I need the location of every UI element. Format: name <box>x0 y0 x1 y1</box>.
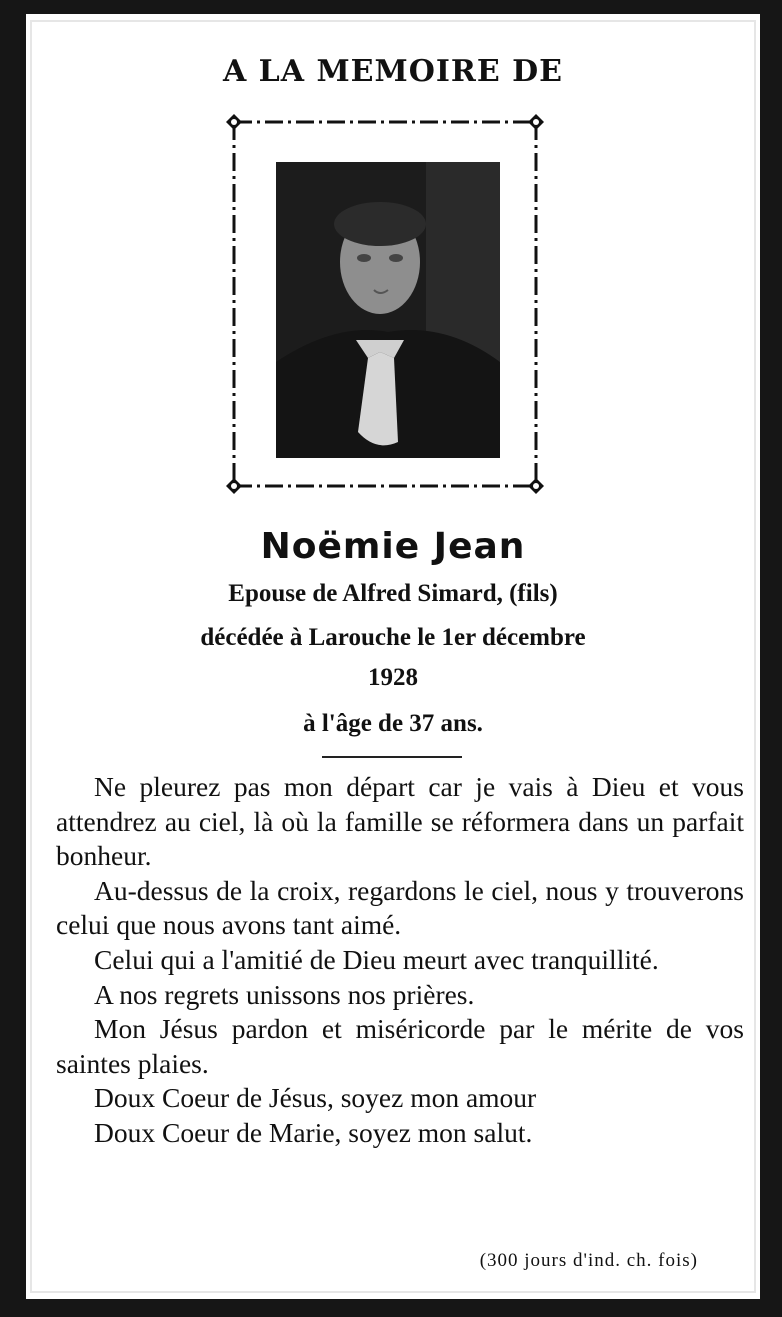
spouse-line: Epouse de Alfred Simard, (fils) <box>228 580 558 607</box>
prayer-paragraph: Doux Coeur de Marie, soyez mon salut. <box>94 1116 533 1148</box>
portrait-frame <box>212 102 558 506</box>
death-year: 1928 <box>368 664 418 691</box>
indulgence-note: (300 jours d'ind. ch. fois) <box>479 1250 698 1271</box>
portrait-photo <box>276 162 500 458</box>
card-header: A LA MEMOIRE DE <box>222 54 564 89</box>
prayer-text <box>56 770 744 1151</box>
prayer-paragraph: Celui qui a l'amitié de Dieu meurt avec tranquillité. <box>94 943 659 975</box>
prayer-paragraph: Ne pleurez pas mon départ car je vais à Dieu et vous attendrez au ciel, là où la famille se réformera dans un parfait bonheur. <box>56 771 744 872</box>
death-line: décédée à Larouche le 1er décembre <box>200 624 586 651</box>
prayer-paragraph: A nos regrets unissons nos prières. <box>94 978 475 1010</box>
age-line: à l'âge de 37 ans. <box>303 710 483 737</box>
divider <box>322 756 462 758</box>
prayer-paragraph: Au-dessus de la croix, regardons le ciel, nous y trouverons celui que nous avons tant aimé. <box>56 874 744 941</box>
deceased-name: Noëmie Jean <box>260 526 526 567</box>
prayer-paragraph: Mon Jésus pardon et miséricorde par le mérite de vos saintes plaies. <box>56 1013 744 1079</box>
prayer-paragraph: Doux Coeur de Jésus, soyez mon amour <box>94 1082 537 1114</box>
